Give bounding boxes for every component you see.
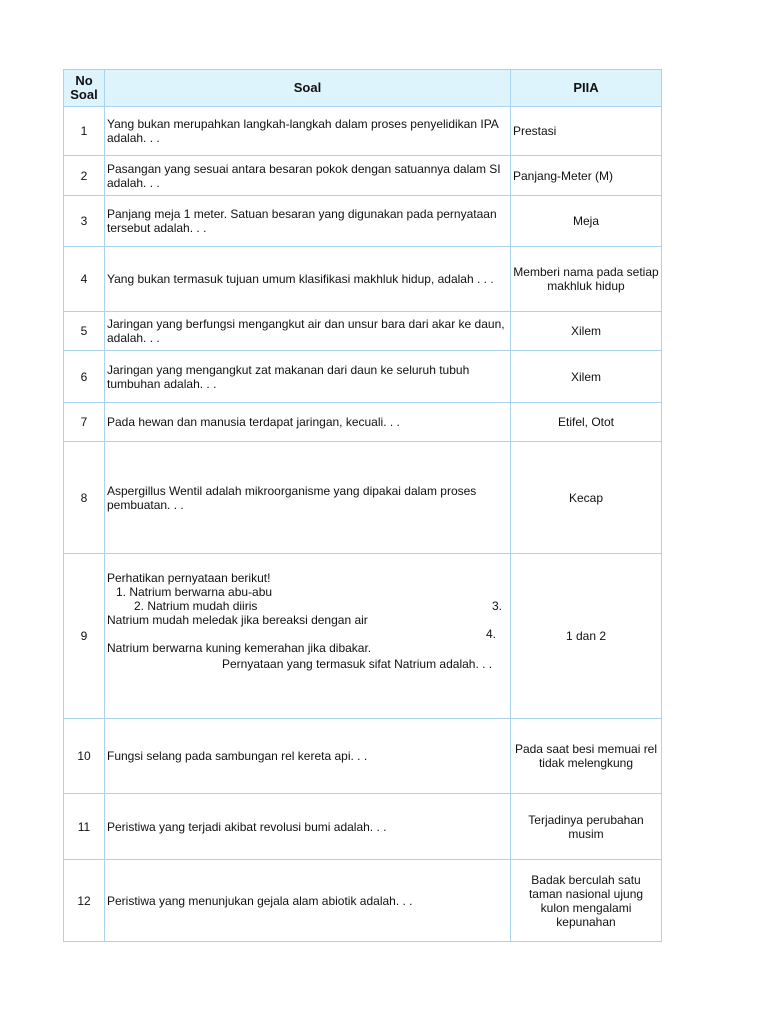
question-text: Panjang meja 1 meter. Satuan besaran yang digunakan pada pernyataan tersebut adalah. . .: [105, 196, 511, 247]
row-number: 7: [64, 403, 105, 442]
row-number: 12: [64, 860, 105, 942]
answer-table: [63, 69, 662, 942]
answer-text: Etifel, Otot: [511, 403, 662, 442]
statement-4: Natrium berwarna kuning kemerahan jika dibakar.: [107, 641, 372, 655]
question-text: Yang bukan merupahkan langkah-langkah dalam proses penyelidikan IPA adalah. . .: [105, 107, 511, 156]
table-row: [64, 156, 662, 196]
table-header-row: [64, 70, 662, 107]
statement-3-number: 3.: [491, 599, 502, 613]
answer-text: Meja: [511, 196, 662, 247]
statement-2: 2. Natrium mudah diiris: [134, 599, 258, 613]
statement-2-line: [107, 599, 508, 613]
statement-4-number: 4.: [485, 627, 496, 641]
header-no-soal: [64, 70, 105, 107]
table-row: [64, 403, 662, 442]
table-row: [64, 442, 662, 554]
answer-text: Terjadinya perubahan musim: [511, 794, 662, 860]
header-soal: Soal: [105, 70, 511, 107]
question-text: Jaringan yang mengangkut zat makanan dari daun ke seluruh tubuh tumbuhan adalah. . .: [105, 351, 511, 403]
answer-text: Badak berculah satu taman nasional ujung kulon mengalami kepunahan: [511, 860, 662, 942]
row-number: 5: [64, 312, 105, 351]
table-row: [64, 554, 662, 719]
row-number: 9: [64, 554, 105, 719]
question-text: [105, 554, 511, 719]
question-text: Jaringan yang berfungsi mengangkut air dan unsur bara dari akar ke daun, adalah. . .: [105, 312, 511, 351]
table-row: [64, 860, 662, 942]
row-number: 3: [64, 196, 105, 247]
question-text: Aspergillus Wentil adalah mikroorganisme yang dipakai dalam proses pembuatan. . .: [105, 442, 511, 554]
question-text: Pada hewan dan manusia terdapat jaringan, kecuali. . .: [105, 403, 511, 442]
question-prompt: Pernyataan yang termasuk sifat Natrium adalah. . .: [222, 657, 493, 671]
answer-text: Panjang-Meter (M): [511, 156, 662, 196]
answer-text: Memberi nama pada setiap makhluk hidup: [511, 247, 662, 312]
table-row: [64, 107, 662, 156]
row-number: 8: [64, 442, 105, 554]
table-row: [64, 247, 662, 312]
table-row: [64, 351, 662, 403]
row-number: 1: [64, 107, 105, 156]
answer-text: Xilem: [511, 351, 662, 403]
row-number: 10: [64, 719, 105, 794]
question-text: Fungsi selang pada sambungan rel kereta api. . .: [105, 719, 511, 794]
answer-text: Kecap: [511, 442, 662, 554]
question-text: Yang bukan termasuk tujuan umum klasifikasi makhluk hidup, adalah . . .: [105, 247, 511, 312]
table-row: [64, 794, 662, 860]
question-text: Pasangan yang sesuai antara besaran pokok dengan satuannya dalam SI adalah. . .: [105, 156, 511, 196]
table-row: [64, 312, 662, 351]
table-row: [64, 196, 662, 247]
answer-text: Pada saat besi memuai rel tidak melengkung: [511, 719, 662, 794]
question-text: Peristiwa yang menunjukan gejala alam abiotik adalah. . .: [105, 860, 511, 942]
question-intro: Perhatikan pernyataan berikut!: [107, 571, 271, 585]
header-jawaban: PIIA: [511, 70, 662, 107]
table-row: [64, 719, 662, 794]
header-no-soal-label: No Soal: [70, 73, 98, 102]
row-number: 11: [64, 794, 105, 860]
question-9-statements: [107, 571, 508, 671]
row-number: 4: [64, 247, 105, 312]
answer-text: 1 dan 2: [511, 554, 662, 719]
statement-3: Natrium mudah meledak jika bereaksi dengan air: [107, 613, 368, 627]
row-number: 2: [64, 156, 105, 196]
answer-text: Xilem: [511, 312, 662, 351]
answer-text: Prestasi: [511, 107, 662, 156]
statement-1: 1. Natrium berwarna abu-abu: [116, 585, 273, 599]
statement-4-number-line: [107, 627, 508, 641]
question-text: Peristiwa yang terjadi akibat revolusi bumi adalah. . .: [105, 794, 511, 860]
row-number: 6: [64, 351, 105, 403]
